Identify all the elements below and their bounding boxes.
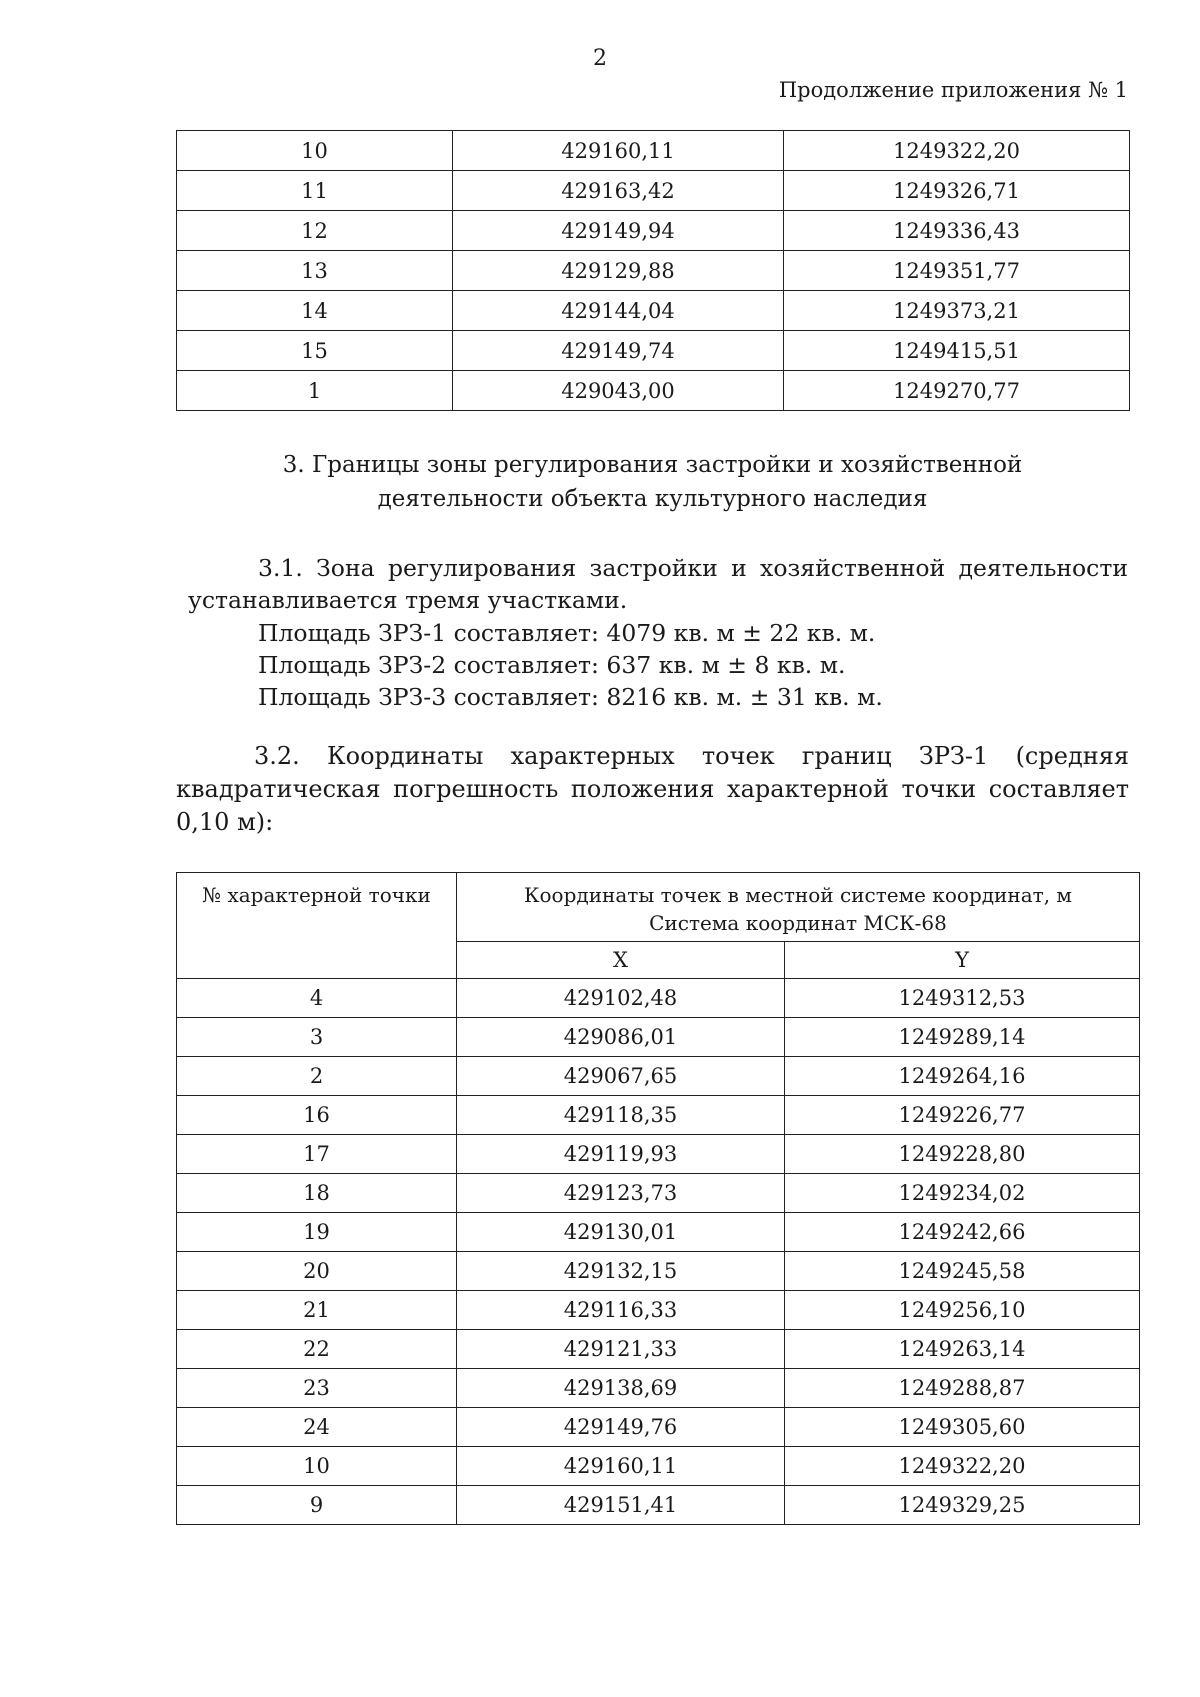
y-coordinate-cell: 1249226,77 — [785, 1096, 1140, 1135]
coordinates-table-continued — [176, 130, 1130, 411]
x-coordinate-cell: 429132,15 — [457, 1252, 785, 1291]
x-coordinate-cell: 429116,33 — [457, 1291, 785, 1330]
x-coordinate-cell: 429149,94 — [453, 211, 784, 251]
point-number-cell: 22 — [177, 1330, 457, 1369]
table-row — [177, 1447, 1140, 1486]
y-coordinate-cell: 1249288,87 — [785, 1369, 1140, 1408]
y-coordinate-cell: 1249245,58 — [785, 1252, 1140, 1291]
table-row — [177, 1369, 1140, 1408]
table-row — [177, 371, 1130, 411]
y-coordinate-cell: 1249234,02 — [785, 1174, 1140, 1213]
header-coordinates-line2: Система координат МСК-68 — [649, 911, 947, 935]
area-zrz-3: Площадь ЗРЗ-3 составляет: 8216 кв. м. ± 31 кв. м. — [258, 683, 883, 711]
zrz-1-coordinates-table — [176, 872, 1140, 1525]
table-row — [177, 1135, 1140, 1174]
y-coordinate-cell: 1249242,66 — [785, 1213, 1140, 1252]
x-coordinate-cell: 429160,11 — [453, 131, 784, 171]
point-number-cell: 15 — [177, 331, 453, 371]
table-row — [177, 171, 1130, 211]
table-row — [177, 1330, 1140, 1369]
table-row — [177, 1252, 1140, 1291]
point-number-cell: 1 — [177, 371, 453, 411]
table-row — [177, 211, 1130, 251]
x-coordinate-cell: 429149,74 — [453, 331, 784, 371]
point-number-cell: 17 — [177, 1135, 457, 1174]
table-row — [177, 291, 1130, 331]
y-coordinate-cell: 1249326,71 — [784, 171, 1130, 211]
x-coordinate-cell: 429144,04 — [453, 291, 784, 331]
page-number: 2 — [593, 46, 607, 71]
header-point-number: № характерной точки — [177, 873, 457, 979]
point-number-cell: 16 — [177, 1096, 457, 1135]
table-row — [177, 331, 1130, 371]
table-row — [177, 1096, 1140, 1135]
paragraph-3-2-line1: 3.2. Координаты характерных точек границ ЗРЗ-1 (средняя — [254, 742, 1129, 770]
table-row — [177, 251, 1130, 291]
y-coordinate-cell: 1249322,20 — [785, 1447, 1140, 1486]
paragraph-3-2 — [176, 740, 1129, 839]
table-row — [177, 131, 1130, 171]
point-number-cell: 21 — [177, 1291, 457, 1330]
y-coordinate-cell: 1249289,14 — [785, 1018, 1140, 1057]
x-coordinate-cell: 429130,01 — [457, 1213, 785, 1252]
table-row — [177, 979, 1140, 1018]
y-coordinate-cell: 1249329,25 — [785, 1486, 1140, 1525]
table-row — [177, 1174, 1140, 1213]
x-coordinate-cell: 429123,73 — [457, 1174, 785, 1213]
point-number-cell: 4 — [177, 979, 457, 1018]
x-coordinate-cell: 429160,11 — [457, 1447, 785, 1486]
table-row — [177, 1057, 1140, 1096]
table-row — [177, 1408, 1140, 1447]
x-coordinate-cell: 429118,35 — [457, 1096, 785, 1135]
point-number-cell: 18 — [177, 1174, 457, 1213]
y-coordinate-cell: 1249312,53 — [785, 979, 1140, 1018]
x-coordinate-cell: 429067,65 — [457, 1057, 785, 1096]
y-coordinate-cell: 1249256,10 — [785, 1291, 1140, 1330]
table-row — [177, 1486, 1140, 1525]
table2-body — [177, 979, 1140, 1525]
table1-body — [177, 131, 1130, 411]
point-number-cell: 11 — [177, 171, 453, 211]
x-coordinate-cell: 429149,76 — [457, 1408, 785, 1447]
y-coordinate-cell: 1249322,20 — [784, 131, 1130, 171]
y-coordinate-cell: 1249270,77 — [784, 371, 1130, 411]
point-number-cell: 3 — [177, 1018, 457, 1057]
y-coordinate-cell: 1249305,60 — [785, 1408, 1140, 1447]
y-coordinate-cell: 1249264,16 — [785, 1057, 1140, 1096]
section-3-heading-line2: деятельности объекта культурного наследия — [377, 486, 928, 512]
header-x: X — [457, 942, 785, 979]
paragraph-3-1-line1: 3.1. Зона регулирования застройки и хозяйственной деятельности — [258, 554, 1128, 582]
area-zrz-2: Площадь ЗРЗ-2 составляет: 637 кв. м ± 8 кв. м. — [258, 651, 846, 679]
x-coordinate-cell: 429151,41 — [457, 1486, 785, 1525]
point-number-cell: 13 — [177, 251, 453, 291]
point-number-cell: 10 — [177, 1447, 457, 1486]
x-coordinate-cell: 429102,48 — [457, 979, 785, 1018]
x-coordinate-cell: 429121,33 — [457, 1330, 785, 1369]
point-number-cell: 12 — [177, 211, 453, 251]
y-coordinate-cell: 1249415,51 — [784, 331, 1130, 371]
area-zrz-1: Площадь ЗРЗ-1 составляет: 4079 кв. м ± 22 кв. м. — [258, 619, 876, 647]
x-coordinate-cell: 429119,93 — [457, 1135, 785, 1174]
x-coordinate-cell: 429163,42 — [453, 171, 784, 211]
x-coordinate-cell: 429138,69 — [457, 1369, 785, 1408]
y-coordinate-cell: 1249351,77 — [784, 251, 1130, 291]
point-number-cell: 9 — [177, 1486, 457, 1525]
x-coordinate-cell: 429086,01 — [457, 1018, 785, 1057]
appendix-continuation-note: Продолжение приложения № 1 — [778, 78, 1128, 102]
point-number-cell: 2 — [177, 1057, 457, 1096]
point-number-cell: 24 — [177, 1408, 457, 1447]
section-3-heading — [176, 448, 1129, 516]
table-row — [177, 1018, 1140, 1057]
y-coordinate-cell: 1249373,21 — [784, 291, 1130, 331]
paragraph-3-1-line2: устанавливается тремя участками. — [188, 586, 628, 614]
point-number-cell: 14 — [177, 291, 453, 331]
point-number-cell: 20 — [177, 1252, 457, 1291]
paragraph-3-2-line3: 0,10 м): — [176, 808, 274, 836]
y-coordinate-cell: 1249263,14 — [785, 1330, 1140, 1369]
x-coordinate-cell: 429129,88 — [453, 251, 784, 291]
y-coordinate-cell: 1249228,80 — [785, 1135, 1140, 1174]
point-number-cell: 10 — [177, 131, 453, 171]
point-number-cell: 19 — [177, 1213, 457, 1252]
header-coordinates-line1: Координаты точек в местной системе координат, м — [524, 883, 1072, 907]
y-coordinate-cell: 1249336,43 — [784, 211, 1130, 251]
x-coordinate-cell: 429043,00 — [453, 371, 784, 411]
header-y: Y — [785, 942, 1140, 979]
paragraph-3-2-line2: квадратическая погрешность положения характерной точки составляет — [176, 775, 1129, 803]
point-number-cell: 23 — [177, 1369, 457, 1408]
header-coordinates — [457, 873, 1140, 942]
section-3-heading-line1: 3. Границы зоны регулирования застройки и хозяйственной — [282, 452, 1023, 478]
table-row — [177, 1213, 1140, 1252]
table-row — [177, 1291, 1140, 1330]
